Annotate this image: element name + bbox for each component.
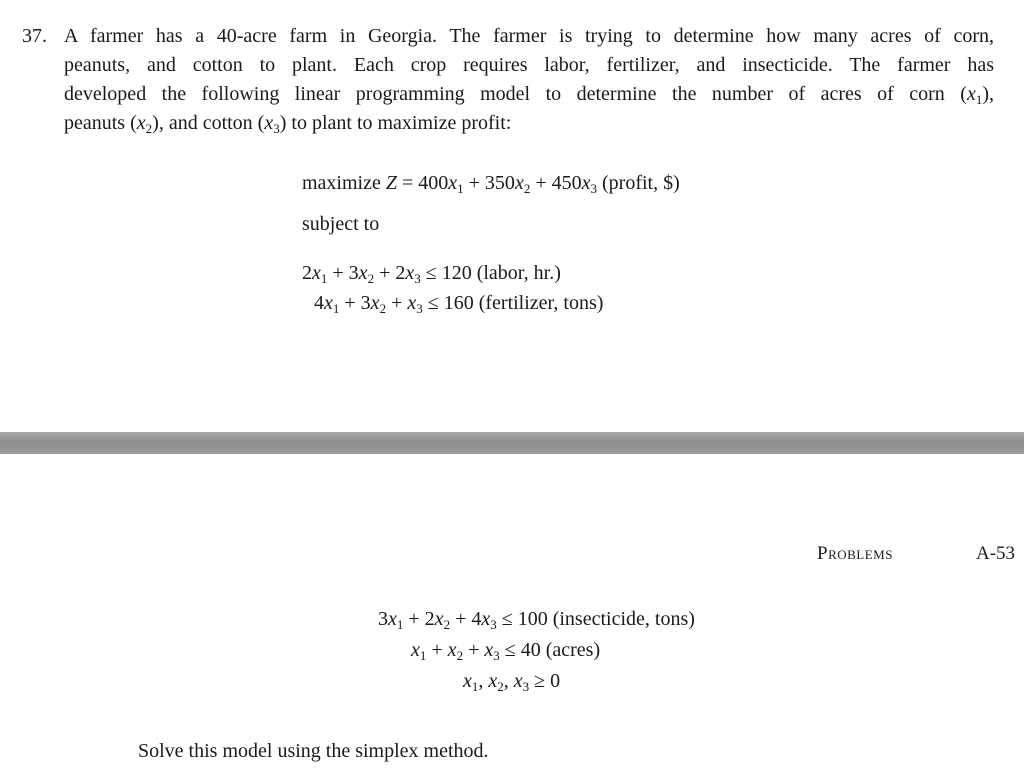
nonnegativity-constraint: $x_1$, $x_2$, $x_3 \ge 0$ xyxy=(463,670,561,694)
problem-line-2: peanuts, and cotton to plant. Each crop requires labor, fertilizer, and insecticide. The farmer has xyxy=(64,54,994,76)
constraint-fertilizer: $4x_1 + 3x_2 + x_3 \le 160$ (fertilizer, tons) xyxy=(314,292,604,316)
problem-statement xyxy=(64,22,994,138)
constraint-insecticide: $3x_1 + 2x_2 + 4x_3 \le 100$ (insecticide, tons) xyxy=(378,608,695,632)
constraint-labor: $2x_1 + 3x_2 + 2x_3 \le 120$ (labor, hr.) xyxy=(302,262,561,286)
running-header-page-number: A-53 xyxy=(976,543,1016,564)
constraint-acres: $x_1 + x_2 + x_3 \le 40$ (acres) xyxy=(411,639,601,663)
objective-function: maximize $Z = 400x_1 + 350x_2 + 450x_3$ (profit, $) xyxy=(302,172,680,196)
problem-line-4: peanuts $(x_2)$, and cotton $(x_3)$ to plant to maximize profit: xyxy=(64,112,512,136)
problem-number: 37. xyxy=(22,25,47,47)
running-header-section: Problems xyxy=(817,543,893,564)
instruction-text: Solve this model using the simplex method. xyxy=(138,740,489,762)
problem-line-3: developed the following linear programming model to determine the number of acres of corn $(x_1)$, xyxy=(64,83,994,107)
page-separator xyxy=(0,432,1024,454)
problem-line-1: A farmer has a 40-acre farm in Georgia. The farmer is trying to determine how many acres of corn, xyxy=(64,25,994,47)
subject-to-label: subject to xyxy=(302,213,380,235)
